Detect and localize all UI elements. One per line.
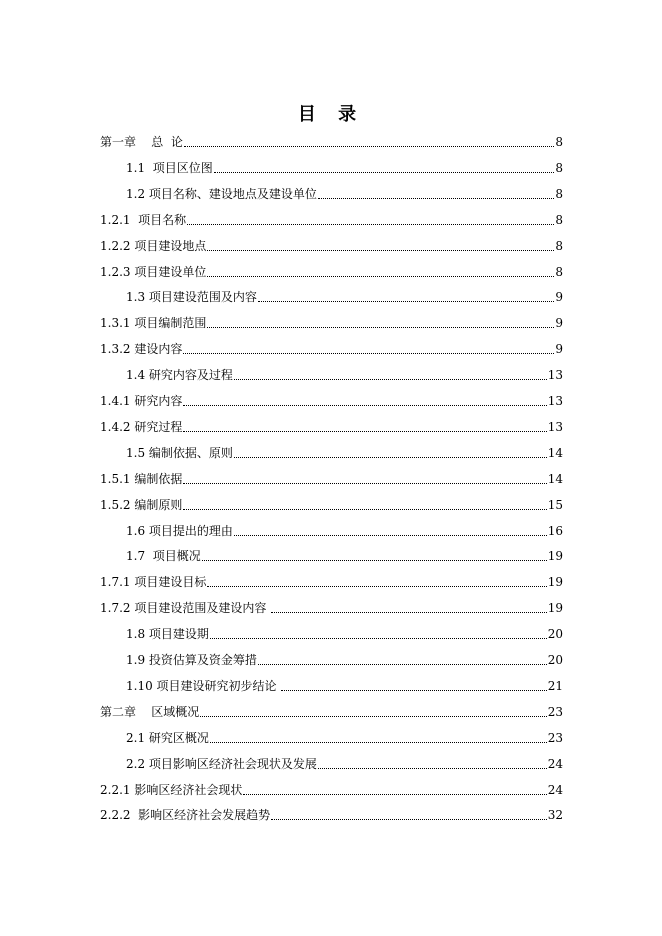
dot-leader bbox=[258, 664, 547, 665]
toc-entry-label: 1.8 项目建设期 bbox=[126, 627, 209, 642]
dot-leader bbox=[183, 405, 546, 406]
dot-leader bbox=[214, 172, 555, 173]
toc-entry[interactable] bbox=[100, 208, 563, 228]
dot-leader bbox=[210, 742, 547, 743]
toc-entry-label: 1.2.1 项目名称 bbox=[100, 212, 187, 227]
toc-entry-page-number: 13 bbox=[547, 368, 563, 383]
toc-entry[interactable] bbox=[100, 130, 563, 150]
toc-entry[interactable] bbox=[100, 778, 563, 798]
toc-entry-label: 1.4 研究内容及过程 bbox=[126, 368, 233, 383]
toc-entry-label: 1.3.2 建设内容 bbox=[100, 342, 183, 357]
dot-leader bbox=[234, 457, 547, 458]
toc-entry[interactable] bbox=[100, 493, 563, 513]
dot-leader bbox=[207, 586, 546, 587]
toc-entry-label: 1.2.2 项目建设地点 bbox=[100, 238, 207, 253]
dot-leader bbox=[183, 483, 546, 484]
dot-leader bbox=[271, 819, 547, 820]
dot-leader bbox=[183, 509, 546, 510]
toc-entry[interactable] bbox=[126, 156, 563, 176]
toc-entry-label: 1.7.1 项目建设目标 bbox=[100, 575, 207, 590]
toc-entry[interactable] bbox=[126, 726, 563, 746]
toc-entry-label: 2.2.2 影响区经济社会发展趋势 bbox=[100, 808, 271, 823]
toc-entry-label: 1.5 编制依据、原则 bbox=[126, 445, 233, 460]
dot-leader bbox=[234, 535, 547, 536]
toc-entry-page-number: 8 bbox=[555, 238, 563, 253]
toc-entry-page-number: 21 bbox=[547, 678, 563, 693]
toc-entry[interactable] bbox=[126, 752, 563, 772]
dot-leader bbox=[281, 690, 546, 691]
toc-entry-page-number: 32 bbox=[547, 808, 563, 823]
toc-entry-page-number: 20 bbox=[547, 653, 563, 667]
toc-entry-page-number: 8 bbox=[555, 186, 563, 201]
toc-entry[interactable] bbox=[126, 363, 563, 383]
toc-entry-label: 1.4.2 研究过程 bbox=[100, 419, 183, 434]
toc-entry-label: 1.9 投资估算及资金筹措 bbox=[126, 653, 257, 667]
toc-entry-page-number: 23 bbox=[547, 730, 563, 745]
toc-entry-page-number: 19 bbox=[547, 549, 563, 564]
dot-leader bbox=[271, 612, 547, 613]
toc-entry-page-number: 9 bbox=[555, 342, 563, 357]
toc-entry[interactable] bbox=[126, 441, 563, 461]
toc-entry-label: 第一章 总 论 bbox=[100, 135, 183, 149]
toc-entry[interactable] bbox=[126, 544, 563, 564]
dot-leader bbox=[207, 327, 554, 328]
dot-leader bbox=[318, 768, 547, 769]
dot-leader bbox=[207, 250, 554, 251]
dot-leader bbox=[258, 301, 554, 302]
toc-entry-page-number: 24 bbox=[547, 782, 563, 797]
toc-entry-label: 2.2.1 影响区经济社会现状 bbox=[100, 782, 243, 797]
toc-entry[interactable] bbox=[126, 648, 563, 668]
toc-entry-label: 1.5.2 编制原则 bbox=[100, 497, 183, 512]
toc-entry[interactable] bbox=[126, 674, 563, 694]
dot-leader bbox=[234, 379, 547, 380]
toc-entry-page-number: 19 bbox=[547, 575, 563, 590]
toc-entry[interactable] bbox=[126, 519, 563, 539]
toc-entry-label: 1.7 项目概况 bbox=[126, 549, 201, 564]
dot-leader bbox=[207, 276, 554, 277]
dot-leader bbox=[318, 198, 554, 199]
toc-entry-label: 1.10 项目建设研究初步结论 bbox=[126, 678, 281, 693]
toc-entry-label: 1.5.1 编制依据 bbox=[100, 471, 183, 486]
toc-entry-page-number: 15 bbox=[547, 497, 563, 512]
dot-leader bbox=[200, 716, 546, 717]
toc-entry[interactable] bbox=[100, 311, 563, 331]
toc-entry[interactable] bbox=[100, 234, 563, 254]
toc-entry[interactable] bbox=[100, 415, 563, 435]
toc-entry[interactable] bbox=[100, 260, 563, 280]
dot-leader bbox=[187, 224, 554, 225]
toc-entry-page-number: 9 bbox=[555, 316, 563, 331]
toc-entry-label: 1.1 项目区位图 bbox=[126, 160, 213, 175]
toc-entry[interactable] bbox=[126, 285, 563, 305]
toc-entry-page-number: 9 bbox=[555, 290, 563, 305]
toc-entry-page-number: 8 bbox=[555, 135, 563, 149]
toc-entry-page-number: 23 bbox=[547, 704, 563, 719]
dot-leader bbox=[183, 353, 554, 354]
toc-entry-page-number: 14 bbox=[547, 471, 563, 486]
toc-entry-label: 1.2 项目名称、建设地点及建设单位 bbox=[126, 186, 317, 201]
toc-entry[interactable] bbox=[100, 570, 563, 590]
toc-entry[interactable] bbox=[100, 803, 563, 823]
toc-entry-page-number: 19 bbox=[547, 601, 563, 616]
toc-entry[interactable] bbox=[100, 337, 563, 357]
dot-leader bbox=[183, 431, 546, 432]
dot-leader bbox=[243, 794, 546, 795]
toc-entry-label: 1.6 项目提出的理由 bbox=[126, 523, 233, 538]
toc-entry-label: 1.4.1 研究内容 bbox=[100, 394, 183, 408]
toc-entry-label: 2.1 研究区概况 bbox=[126, 730, 209, 745]
dot-leader bbox=[210, 638, 547, 639]
toc-entry-label: 第二章 区域概况 bbox=[100, 704, 200, 719]
dot-leader bbox=[184, 146, 554, 147]
toc-entry-label: 1.2.3 项目建设单位 bbox=[100, 264, 207, 279]
toc-entry-page-number: 13 bbox=[547, 394, 563, 408]
dot-leader bbox=[202, 560, 547, 561]
toc-entry-page-number: 16 bbox=[547, 523, 563, 538]
toc-entry[interactable] bbox=[100, 467, 563, 487]
toc-entry-label: 1.7.2 项目建设范围及建设内容 bbox=[100, 601, 271, 616]
toc-entry-label: 1.3.1 项目编制范围 bbox=[100, 316, 207, 331]
toc-entry-page-number: 8 bbox=[555, 160, 563, 175]
toc-entry-page-number: 8 bbox=[555, 212, 563, 227]
toc-entry-page-number: 24 bbox=[547, 756, 563, 771]
toc-entry[interactable] bbox=[126, 182, 563, 202]
toc-entry[interactable] bbox=[100, 389, 563, 409]
toc-entry-page-number: 8 bbox=[555, 264, 563, 279]
toc-entry-label: 1.3 项目建设范围及内容 bbox=[126, 290, 257, 305]
toc-entry[interactable] bbox=[126, 622, 563, 642]
toc-entry-label: 2.2 项目影响区经济社会现状及发展 bbox=[126, 756, 317, 771]
toc-entry-page-number: 20 bbox=[547, 627, 563, 642]
toc-entry[interactable] bbox=[100, 596, 563, 616]
toc-title: 目 录 bbox=[297, 104, 365, 125]
toc-entry[interactable] bbox=[100, 700, 563, 720]
toc-entry-page-number: 14 bbox=[547, 445, 563, 460]
toc-entry-page-number: 13 bbox=[547, 419, 563, 434]
